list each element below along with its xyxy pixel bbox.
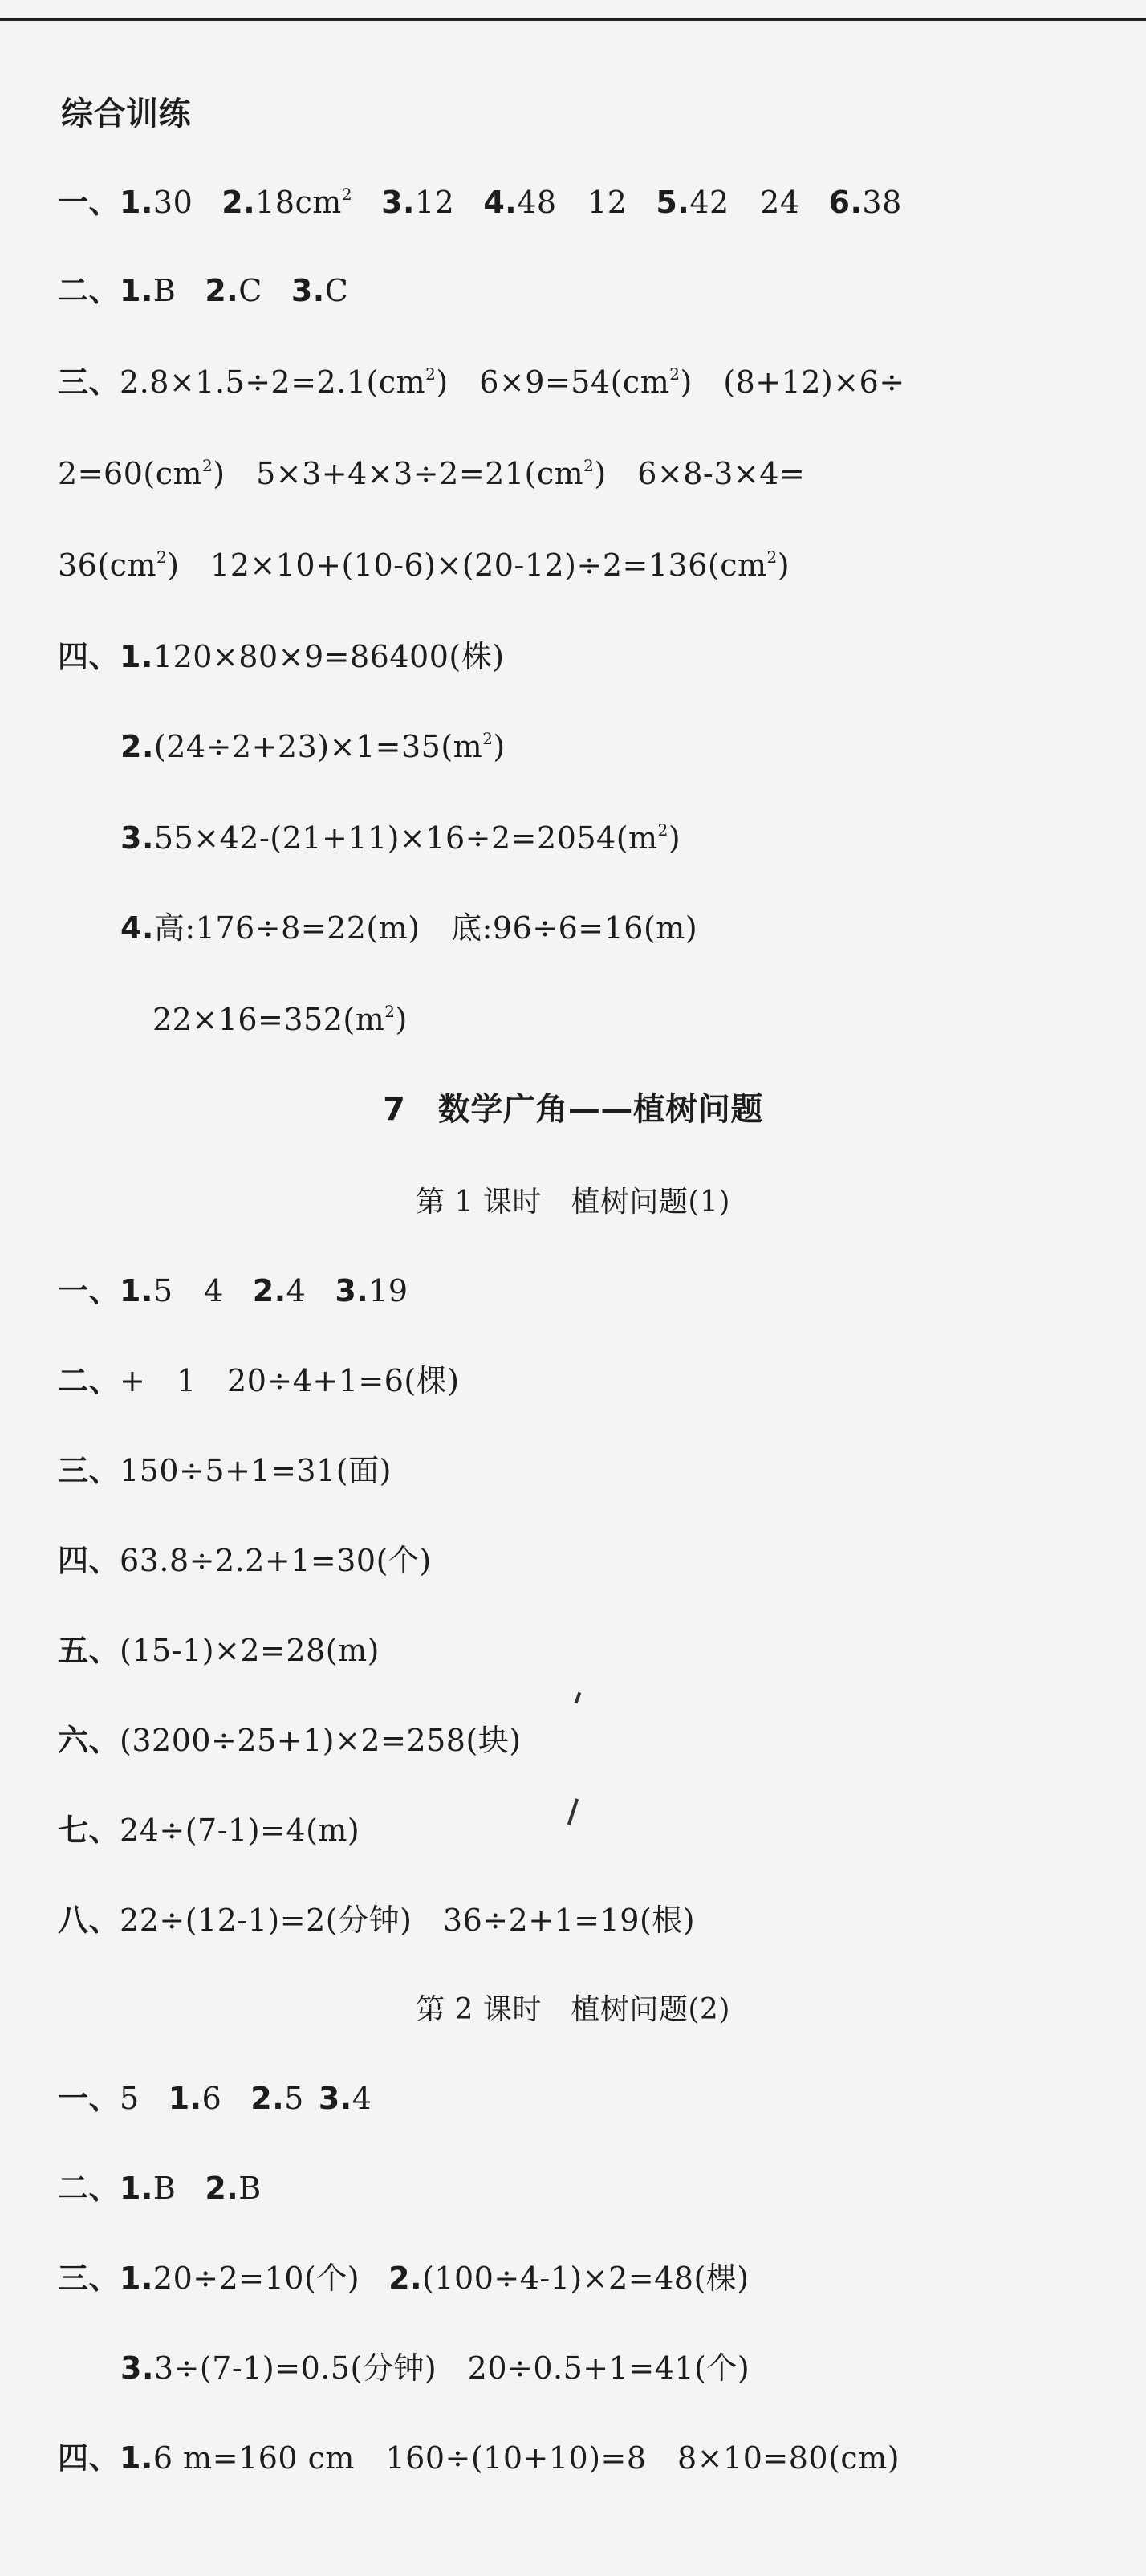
lesson1-line-4: 四、63.8÷2.2+1=30(个) (58, 1543, 432, 1578)
chapter-title: 7 数学广角——植树问题 (383, 1091, 763, 1128)
stray-mark (575, 1692, 582, 1704)
lesson2-line-2: 二、1.B 2.B (58, 2171, 262, 2206)
lesson1-line-7: 七、24÷(7-1)=4(m) (58, 1813, 360, 1848)
lesson1-title: 第 1 课时 植树问题(1) (416, 1186, 730, 1219)
lesson2-line-1: 一、5 1.6 2.5 3.4 (58, 2081, 372, 2116)
review-line-2: 二、1.B 2.C 3.C (58, 273, 349, 308)
lesson2-title: 第 2 课时 植树问题(2) (416, 1993, 730, 2026)
review-line-4-2: $2.(24\div 2+23)\times 1=35(m^2)$ (120, 729, 506, 764)
lesson1-line-3: 三、150÷5+1=31(面) (58, 1453, 392, 1488)
review-line-1: 一、1.30 $2.18cm^2$ 3.12 4.48 12 5.42 24 6.38 (58, 185, 902, 220)
section-title: 综合训练 (61, 96, 191, 132)
review-line-3a: 三、$2.8\times 1.5\div 2=2.1(cm^2)$ $6\times 9=54(cm^2)$ (8+12)×6÷ (58, 364, 905, 400)
lesson2-line-3: 三、1.20÷2=10(个) 2.(100÷4-1)×2=48(棵) (58, 2261, 750, 2296)
lesson1-line-2: 二、+ 1 20÷4+1=6(棵) (58, 1363, 460, 1398)
lesson1-line-6: 六、(3200÷25+1)×2=258(块) (58, 1723, 522, 1758)
review-line-4-1: 四、1.120×80×9=86400(株) (58, 639, 505, 674)
review-line-3c: $36(cm^2)$ $12\times 10+(10-6)\times(20-12)\div 2=136(cm^2)$ (58, 547, 790, 583)
review-line-4-4: 4.高:176÷8=22(m) 底:96÷6=16(m) (120, 910, 698, 946)
review-line-4-3: $3.55\times 42-(21+11)\times 16\div 2=2054(m^2)$ (120, 820, 681, 856)
review-line-3b: $2=60(cm^2)$ $5\times 3+4\times 3\div 2=21(cm^2)$ 6×8-3×4= (58, 456, 806, 491)
lesson1-line-5: 五、(15-1)×2=28(m) (58, 1633, 380, 1668)
lesson2-line-3b: 3.3÷(7-1)=0.5(分钟) 20÷0.5+1=41(个) (120, 2350, 750, 2386)
lesson2-line-4: 四、1.6 m=160 cm 160÷(10+10)=8 8×10=80(cm) (58, 2440, 900, 2476)
top-rule (0, 18, 1146, 21)
lesson1-line-1: 一、1.5 4 2.4 3.19 (58, 1273, 408, 1308)
review-line-4-5: $22\times 16=352(m^2)$ (152, 1002, 408, 1037)
lesson1-line-8: 八、22÷(12-1)=2(分钟) 36÷2+1=19(根) (58, 1902, 696, 1938)
stray-mark (567, 1798, 579, 1825)
